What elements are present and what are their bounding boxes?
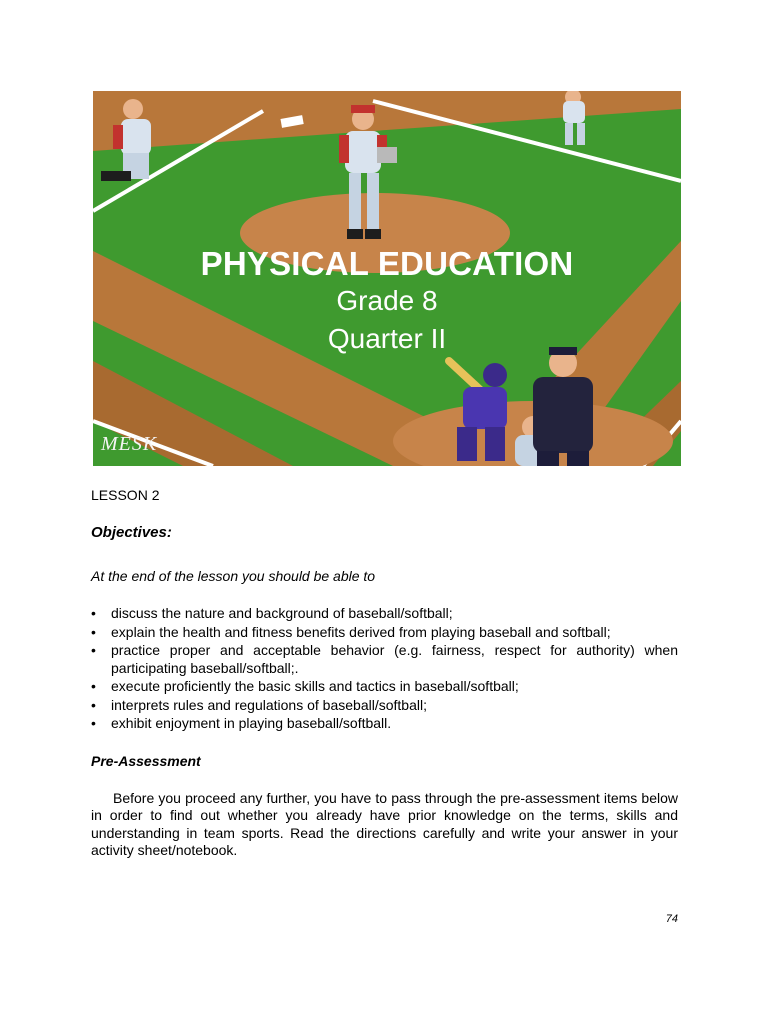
cover-grade: Grade 8: [336, 285, 438, 316]
objective-text: execute proficiently the basic skills and tactics in baseball/softball;: [111, 678, 519, 694]
bullet-icon: •: [91, 605, 96, 621]
objectives-list: [91, 605, 678, 734]
objective-item: [91, 697, 678, 715]
objective-text: exhibit enjoyment in playing baseball/softball.: [111, 715, 392, 731]
objective-text: practice proper and acceptable behavior (e.g. fairness, respect for authority) when participating baseball/softball;.: [111, 642, 678, 676]
objective-text: interprets rules and regulations of baseball/softball;: [111, 696, 427, 713]
bullet-icon: •: [91, 678, 96, 694]
cover-title: PHYSICAL EDUCATION: [200, 245, 574, 282]
objective-item: [91, 624, 678, 642]
page-number: 74: [665, 913, 678, 925]
cover-quarter: Quarter II: [327, 323, 447, 354]
bullet-icon: •: [91, 623, 96, 640]
objective-text: explain the health and fitness benefits derived from playing baseball and softball;: [111, 623, 611, 640]
objective-item: [91, 715, 678, 733]
bullet-icon: •: [91, 715, 96, 731]
cover-illustration: [93, 91, 681, 466]
artist-signature: MESK: [101, 433, 158, 455]
objective-text: discuss the nature and background of baseball/softball;: [111, 605, 453, 621]
bullet-icon: •: [91, 696, 96, 713]
pre-assessment-heading: Pre-Assessment: [91, 753, 201, 769]
pre-assessment-paragraph: Before you proceed any further, you have to pass through the pre-assessment items below in order to find out whether you already have prior knowledge on the terms, skills and understanding in team sports. Read the directions carefully and write your answer in your activity sheet/notebook.: [91, 790, 678, 858]
bullet-icon: •: [91, 642, 96, 658]
objective-item: [91, 678, 678, 696]
objective-item: [91, 605, 678, 623]
objectives-intro: At the end of the lesson you should be able to: [91, 568, 376, 584]
objective-item: [91, 642, 678, 677]
lesson-label: LESSON 2: [91, 487, 160, 503]
objectives-heading: Objectives:: [91, 524, 172, 541]
